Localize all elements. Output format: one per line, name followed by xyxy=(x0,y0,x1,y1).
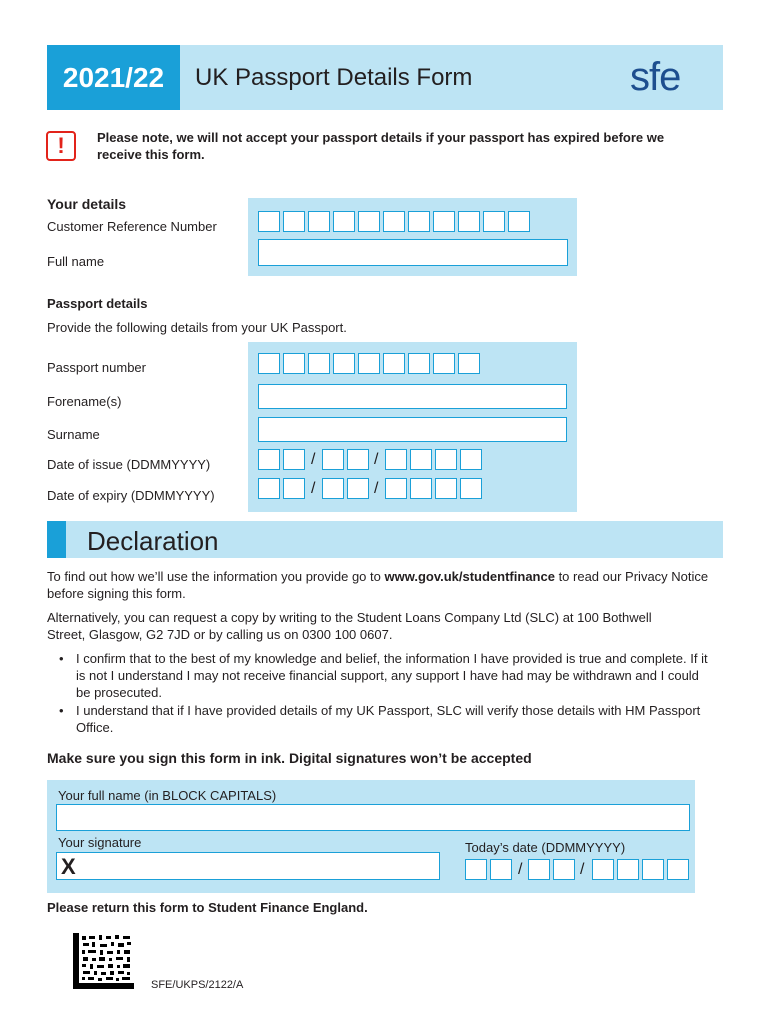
date-separator: / xyxy=(580,861,585,878)
sign-instruction: Make sure you sign this form in ink. Digital signatures won’t be accepted xyxy=(47,750,532,766)
expiry-date-box[interactable] xyxy=(460,478,482,499)
passport-number-box[interactable] xyxy=(333,353,355,374)
your-details-panel xyxy=(248,198,577,276)
date-separator: / xyxy=(311,451,316,468)
passport-details-panel xyxy=(248,342,577,512)
expiry-date-box[interactable] xyxy=(258,478,280,499)
crn-box[interactable] xyxy=(508,211,530,232)
passport-instruction: Provide the following details from your UK Passport. xyxy=(47,320,347,335)
expiry-date-label: Date of expiry (DDMMYYYY) xyxy=(47,488,215,503)
expiry-warning: Please note, we will not accept your passport details if your passport has expired before we receive this form. xyxy=(97,130,665,162)
issue-date-box[interactable] xyxy=(322,449,344,470)
full-name-label: Full name xyxy=(47,254,105,269)
issue-date-box[interactable] xyxy=(258,449,280,470)
expiry-date-box[interactable] xyxy=(322,478,344,499)
full-name-input[interactable] xyxy=(258,239,568,266)
block-capitals-input[interactable] xyxy=(56,804,690,831)
return-instruction: Please return this form to Student Finance England. xyxy=(47,900,368,915)
crn-box[interactable] xyxy=(483,211,505,232)
signature-input[interactable] xyxy=(56,852,440,880)
todays-date-box[interactable] xyxy=(528,859,550,880)
crn-box[interactable] xyxy=(408,211,430,232)
forenames-input[interactable] xyxy=(258,384,567,409)
todays-date-label: Today’s date (DDMMYYYY) xyxy=(465,840,626,855)
page-title: UK Passport Details Form xyxy=(195,64,473,91)
exclamation-icon: ! xyxy=(46,131,76,161)
expiry-date-box[interactable] xyxy=(347,478,369,499)
privacy-text-post: to read our Privacy Notice before signing this form. xyxy=(47,569,709,601)
passport-number-box[interactable] xyxy=(458,353,480,374)
date-separator: / xyxy=(311,480,316,497)
form-code: SFE/UKPS/2122/A xyxy=(151,979,244,991)
block-capitals-label: Your full name (in BLOCK CAPITALS) xyxy=(58,788,277,803)
todays-date-box[interactable] xyxy=(617,859,639,880)
passport-number-box[interactable] xyxy=(283,353,305,374)
declaration-title: Declaration xyxy=(87,526,219,556)
crn-box[interactable] xyxy=(383,211,405,232)
signature-panel xyxy=(47,780,695,893)
issue-date-box[interactable] xyxy=(460,449,482,470)
passport-number-box[interactable] xyxy=(383,353,405,374)
date-separator: / xyxy=(518,861,523,878)
privacy-text-pre: To find out how we’ll use the information you provide go to xyxy=(47,569,385,584)
list-item: • I confirm that to the best of my knowledge and belief, the information I have provided is true and complete. If it is not I understand I may not receive financial support, any support I have had may be withdrawn and I could be prosecuted. xyxy=(56,650,716,701)
passport-number-box[interactable] xyxy=(433,353,455,374)
privacy-link[interactable]: www.gov.uk/studentfinance xyxy=(384,569,555,584)
passport-number-box[interactable] xyxy=(308,353,330,374)
crn-box[interactable] xyxy=(333,211,355,232)
crn-box[interactable] xyxy=(258,211,280,232)
form-year: 2021/22 xyxy=(47,45,180,110)
declaration-accent xyxy=(47,521,66,558)
declaration-list xyxy=(56,650,716,737)
passport-number-box[interactable] xyxy=(258,353,280,374)
issue-date-box[interactable] xyxy=(283,449,305,470)
crn-box[interactable] xyxy=(358,211,380,232)
todays-date-box[interactable] xyxy=(592,859,614,880)
crn-label: Customer Reference Number xyxy=(47,219,217,234)
sfe-logo: sfe xyxy=(630,55,681,99)
passport-number-label: Passport number xyxy=(47,360,146,375)
issue-date-box[interactable] xyxy=(347,449,369,470)
expiry-date-box[interactable] xyxy=(410,478,432,499)
crn-box[interactable] xyxy=(433,211,455,232)
issue-date-box[interactable] xyxy=(385,449,407,470)
your-details-heading: Your details xyxy=(47,196,127,212)
signature-mark: X xyxy=(61,854,76,879)
contact-paragraph: Alternatively, you can request a copy by writing to the Student Loans Company Ltd (SLC) at 100 Bothwell Street, Glasgow, G2 7JD or by calling us on 0300 100 0607. xyxy=(47,610,652,642)
surname-label: Surname xyxy=(47,427,100,442)
passport-number-box[interactable] xyxy=(358,353,380,374)
todays-date-box[interactable] xyxy=(667,859,689,880)
surname-input[interactable] xyxy=(258,417,567,442)
expiry-date-box[interactable] xyxy=(385,478,407,499)
expiry-date-box[interactable] xyxy=(435,478,457,499)
issue-date-box[interactable] xyxy=(410,449,432,470)
expiry-date-box[interactable] xyxy=(283,478,305,499)
todays-date-box[interactable] xyxy=(642,859,664,880)
passport-number-box[interactable] xyxy=(408,353,430,374)
crn-box[interactable] xyxy=(308,211,330,232)
todays-date-box[interactable] xyxy=(553,859,575,880)
crn-box[interactable] xyxy=(283,211,305,232)
list-item: • I understand that if I have provided details of my UK Passport, SLC will verify those details with HM Passport Office. xyxy=(56,702,716,736)
privacy-paragraph xyxy=(47,568,717,602)
date-separator: / xyxy=(374,451,379,468)
issue-date-box[interactable] xyxy=(435,449,457,470)
forenames-label: Forename(s) xyxy=(47,394,122,409)
passport-details-heading: Passport details xyxy=(47,296,148,311)
date-separator: / xyxy=(374,480,379,497)
issue-date-label: Date of issue (DDMMYYYY) xyxy=(47,457,211,472)
todays-date-box[interactable] xyxy=(490,859,512,880)
barcode-icon xyxy=(73,933,134,989)
crn-box[interactable] xyxy=(458,211,480,232)
todays-date-box[interactable] xyxy=(465,859,487,880)
signature-label: Your signature xyxy=(58,835,142,850)
